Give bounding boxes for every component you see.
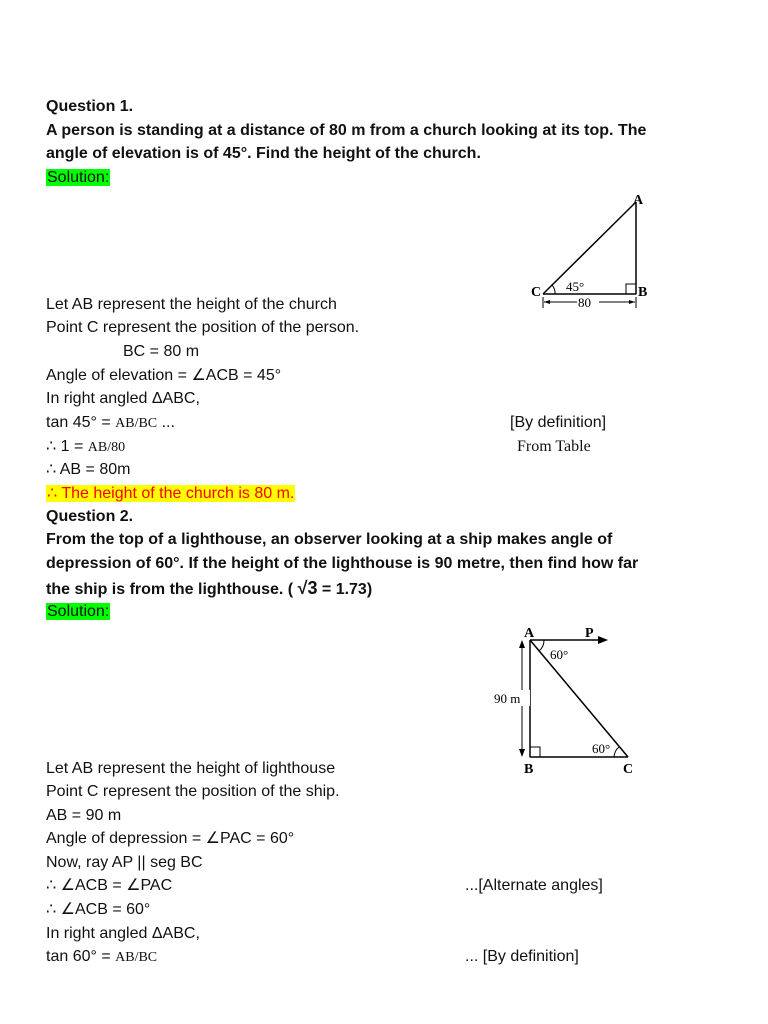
q1-label-c: C bbox=[531, 285, 542, 300]
q1-triangle-figure bbox=[525, 190, 655, 315]
q1-angle-label: 45° bbox=[566, 279, 585, 294]
q1-tan-reason: [By definition] bbox=[510, 414, 607, 431]
q1-heading: Question 1. bbox=[46, 98, 134, 115]
q2-line-1: Let AB represent the height of lighthouse bbox=[46, 760, 336, 777]
q1-text-line1: A person is standing at a distance of 80 m from a church looking at its top. The bbox=[46, 122, 647, 139]
q1-line-4: Angle of elevation = ∠ACB = 45° bbox=[46, 367, 282, 384]
q2-angle-bottom: 60° bbox=[592, 741, 611, 756]
q2-text-line1: From the top of a lighthouse, an observer looking at a ship makes angle of bbox=[46, 531, 613, 548]
q1-tan-eq: tan 45° = AB/BC ... bbox=[46, 414, 175, 431]
q2-label-b: B bbox=[524, 762, 534, 777]
q2-solution-label: Solution: bbox=[47, 603, 110, 620]
q1-line-1: Let AB represent the height of the church bbox=[46, 296, 337, 313]
q2-triangle-figure bbox=[490, 620, 650, 780]
q2-label-p: P bbox=[585, 626, 594, 641]
q2-text-line2: depression of 60°. If the height of the lighthouse is 90 metre, then find how far bbox=[46, 555, 639, 572]
q2-text-line3: the ship is from the lighthouse. ( √3 = 1.73) bbox=[46, 578, 373, 598]
q2-line-4: Angle of depression = ∠PAC = 60° bbox=[46, 830, 295, 847]
q2-tan-eq: tan 60° = AB/BC bbox=[46, 948, 158, 965]
q1-line-3: BC = 80 m bbox=[123, 343, 200, 360]
q1-eq1: ∴ 1 = AB/80 bbox=[46, 438, 126, 455]
q2-acb-reason: ...[Alternate angles] bbox=[465, 877, 603, 894]
q1-label-a: A bbox=[633, 193, 644, 208]
q1-line-5: In right angled ΔABC, bbox=[46, 390, 200, 407]
q1-eq2: ∴ AB = 80m bbox=[46, 461, 131, 478]
q1-label-b: B bbox=[638, 285, 648, 300]
q1-solution-label: Solution: bbox=[47, 169, 110, 186]
q2-acb-val: ∴ ∠ACB = 60° bbox=[46, 901, 151, 918]
q2-heading: Question 2. bbox=[46, 508, 134, 525]
q2-right-tri: In right angled ΔABC, bbox=[46, 925, 200, 942]
q2-acb-eq: ∴ ∠ACB = ∠PAC bbox=[46, 877, 173, 894]
q2-tan-reason: ... [By definition] bbox=[465, 948, 579, 965]
q2-angle-top: 60° bbox=[550, 647, 569, 662]
q2-label-a: A bbox=[524, 626, 535, 641]
q1-base-label: 80 bbox=[578, 295, 591, 310]
q2-label-c: C bbox=[623, 762, 634, 777]
q1-answer: ∴ The height of the church is 80 m. bbox=[47, 485, 295, 502]
q2-line-2: Point C represent the position of the ship. bbox=[46, 783, 340, 800]
q1-text-line2: angle of elevation is of 45°. Find the height of the church. bbox=[46, 145, 481, 162]
q2-line-5: Now, ray AP || seg BC bbox=[46, 854, 203, 871]
q1-eq1-reason: From Table bbox=[517, 438, 591, 455]
q2-line-3: AB = 90 m bbox=[46, 807, 122, 824]
q1-line-2: Point C represent the position of the person. bbox=[46, 319, 360, 336]
q2-height-label: 90 m bbox=[494, 691, 521, 706]
